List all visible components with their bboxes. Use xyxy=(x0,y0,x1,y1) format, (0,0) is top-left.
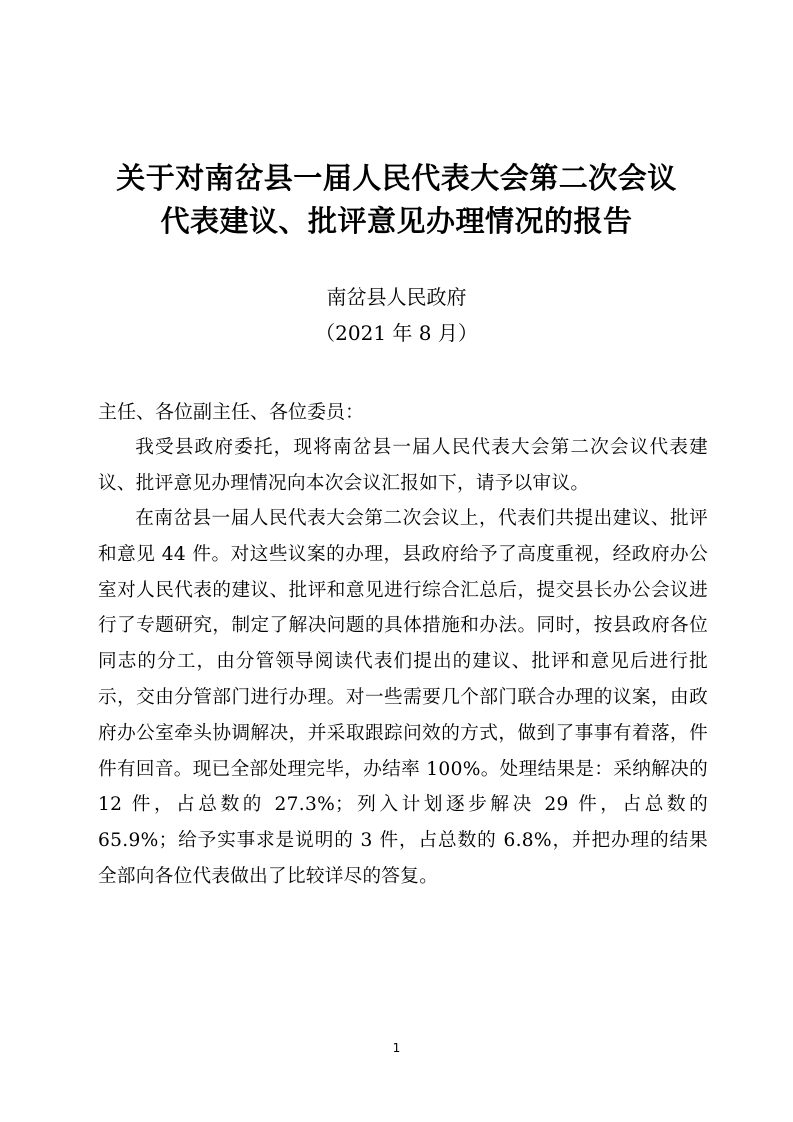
page-number: 1 xyxy=(392,1041,401,1055)
salutation: 主任、各位副主任、各位委员： xyxy=(98,401,365,423)
paragraph-2: 在南岔县一届人民代表大会第二次会议上，代表们共提出建议、批评和意见 44 件。对这些议案的办理，县政府给予了高度重视，经政府办公室对人民代表的建议、批评和意见进行综合汇总后，提交县长办公会议进行了专题研究，制定了解决问题的具体措施和办法。同时，按县政府各位同志的分工，由分管领导阅读代表们提出的建议、批评和意见后进行批示，交由分管部门进行办理。对一些需要几个部门联合办理的议案，由政府办公室牵头协调解决，并采取跟踪问效的方式，做到了事事有着落，件件有回音。现已全部处理完毕，办结率 100%。处理结果是：采纳解决的 12 件，占总数的 27.3%；列入计划逐步解决 29 件，占总数的 65.9%；给予实事求是说明的 3 件，占总数的 6.8%，并把办理的结果全部向各位代表做出了比较详尽的答复。 xyxy=(98,508,708,887)
report-date: （2021 年 8 月） xyxy=(315,321,478,345)
paragraph-1: 我受县政府委托，现将南岔县一届人民代表大会第二次会议代表建议、批评意见办理情况向本次会议汇报如下，请予以审议。 xyxy=(98,437,708,494)
report-title-line-1: 关于对南岔县一届人民代表大会第二次会议 xyxy=(116,161,677,195)
issuer: 南岔县人民政府 xyxy=(326,285,467,309)
report-title-line-2: 代表建议、批评意见办理情况的报告 xyxy=(160,204,633,238)
